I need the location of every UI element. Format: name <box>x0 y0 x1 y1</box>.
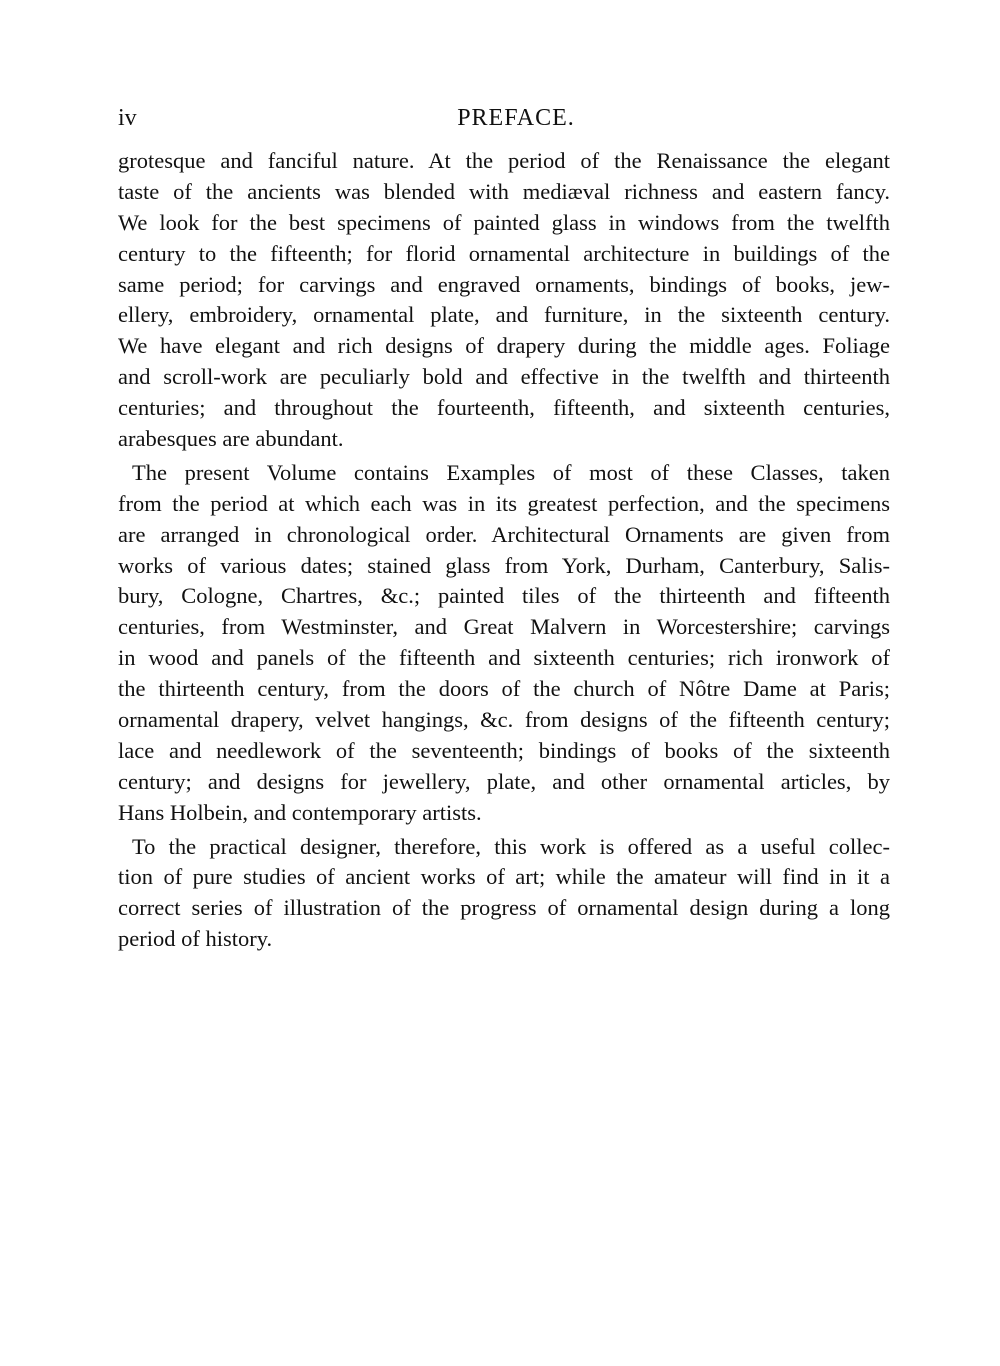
body-text <box>118 146 890 955</box>
text-line: works of various dates; stained glass from York, Durham, Canterbury, Salis- <box>118 552 890 578</box>
text-line: correct series of illustration of the progress of ornamental design during a long <box>118 895 890 921</box>
text-line: arabesques are abundant. <box>118 426 344 452</box>
text-line: century to the fifteenth; for florid ornamental architecture in buildings of the <box>118 240 890 266</box>
text-line: period of history. <box>118 926 273 952</box>
book-page <box>118 98 890 958</box>
text-line: taste of the ancients was blended with mediæval richness and eastern fancy. <box>118 178 890 204</box>
text-line: from the period at which each was in its greatest perfection, and the specimens <box>118 490 890 516</box>
text-line: century; and designs for jewellery, plate, and other ornamental articles, by <box>118 768 890 794</box>
text-line: ornamental drapery, velvet hangings, &c. from designs of the fifteenth century; <box>118 707 890 733</box>
text-line: ellery, embroidery, ornamental plate, and furniture, in the sixteenth century. <box>118 302 890 328</box>
page-title: PREFACE. <box>457 105 575 131</box>
text-line: grotesque and fanciful nature. At the period of the Renaissance the elegant <box>118 148 890 173</box>
text-line: tion of pure studies of ancient works of art; while the amateur will find in it a <box>118 864 890 890</box>
text-line: Hans Holbein, and contemporary artists. <box>118 799 482 825</box>
text-line: lace and needlework of the seventeenth; bindings of books of the sixteenth <box>118 737 890 763</box>
page-number: iv <box>118 105 137 131</box>
running-head <box>118 98 890 138</box>
text-line: in wood and panels of the fifteenth and sixteenth centuries; rich ironwork of <box>118 645 890 671</box>
text-line: The present Volume contains Examples of most of these Classes, taken <box>132 459 890 485</box>
text-line: To the practical designer, therefore, this work is offered as a useful collec- <box>132 833 890 859</box>
text-line: We look for the best specimens of painted glass in windows from the twelfth <box>118 209 890 235</box>
text-line: centuries; and throughout the fourteenth, fifteenth, and sixteenth centuries, <box>118 395 890 421</box>
text-line: are arranged in chronological order. Architectural Ornaments are given from <box>118 521 890 547</box>
text-line: the thirteenth century, from the doors of the church of Nôtre Dame at Paris; <box>118 676 890 702</box>
paragraph-1 <box>118 146 890 455</box>
paragraph-3 <box>118 832 890 956</box>
text-line: bury, Cologne, Chartres, &c.; painted tiles of the thirteenth and fifteenth <box>118 583 890 609</box>
text-line: same period; for carvings and engraved ornaments, bindings of books, jew- <box>118 271 890 297</box>
text-line: and scroll-work are peculiarly bold and effective in the twelfth and thirteenth <box>118 364 890 390</box>
paragraph-2 <box>118 458 890 829</box>
text-line: centuries, from Westminster, and Great Malvern in Worcestershire; carvings <box>118 614 890 640</box>
text-line: We have elegant and rich designs of drapery during the middle ages. Foliage <box>118 333 890 359</box>
